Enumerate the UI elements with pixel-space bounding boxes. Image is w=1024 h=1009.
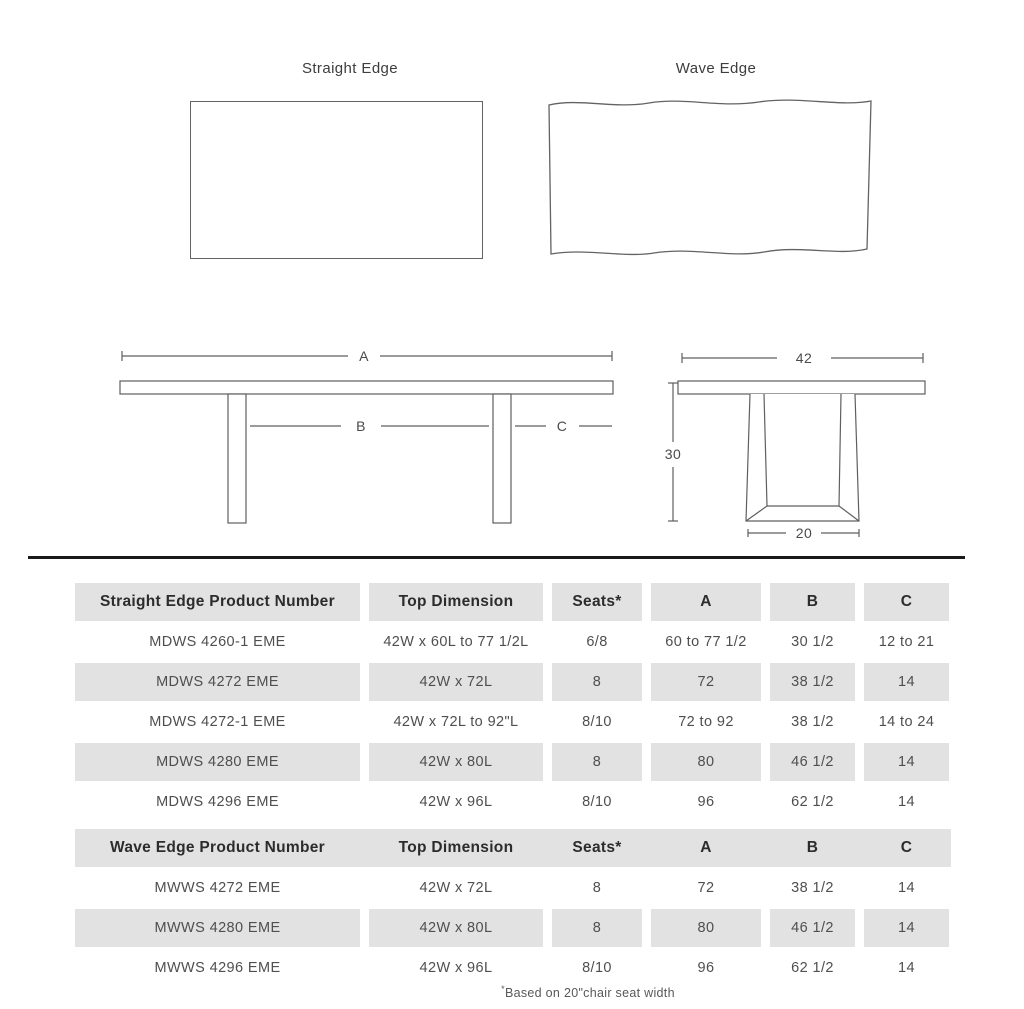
table-row (75, 783, 951, 821)
footnote (388, 984, 788, 1000)
table-cell: 8/10 (582, 794, 612, 810)
dim-label-20: 20 (795, 525, 813, 541)
header-cell: C (864, 583, 949, 621)
table-cell: MDWS 4272 EME (75, 663, 360, 701)
tabletop-side (120, 381, 613, 394)
table-row (75, 869, 951, 907)
table-cell: 14 (864, 743, 949, 781)
table-cell: 14 (898, 880, 915, 896)
straight-table-header-row (75, 583, 951, 621)
table-row (75, 623, 951, 661)
right-leg (493, 394, 511, 523)
header-cell: Top Dimension (398, 839, 514, 856)
table-cell: MWWS 4272 EME (154, 880, 281, 896)
header-cell: B (806, 839, 819, 856)
table-cell: 62 1/2 (791, 960, 834, 976)
table-cell: 42W x 72L to 92"L (393, 714, 519, 730)
dim-label-42: 42 (795, 350, 813, 366)
header-cell: Seats* (572, 839, 622, 856)
table-cell: 14 (864, 909, 949, 947)
table-cell: 30 1/2 (791, 634, 834, 650)
table-cell: 72 to 92 (678, 714, 734, 730)
wave-edge-table (75, 829, 951, 987)
wave-edge-diagram (544, 92, 876, 264)
dim-label-c: C (556, 418, 568, 434)
table-cell: 14 to 24 (878, 714, 935, 730)
table-row (75, 949, 951, 987)
table-cell: 62 1/2 (791, 794, 834, 810)
wave-edge-title: Wave Edge (675, 60, 757, 77)
left-leg (228, 394, 246, 523)
table-cell: 14 (898, 960, 915, 976)
table-cell: 96 (697, 794, 715, 810)
straight-edge-title: Straight Edge (301, 60, 399, 77)
table-cell: 72 (651, 663, 761, 701)
table-cell: 6/8 (586, 634, 608, 650)
table-cell: 42W x 60L to 77 1/2L (383, 634, 529, 650)
header-cell: C (900, 839, 913, 856)
table-cell: 42W x 80L (369, 909, 543, 947)
table-row (75, 663, 951, 701)
table-row (75, 703, 951, 741)
pedestal-outer (746, 394, 859, 521)
table-cell: 46 1/2 (770, 743, 855, 781)
table-cell: 14 (898, 794, 915, 810)
table-cell: MDWS 4260-1 EME (149, 634, 286, 650)
header-cell: Seats* (552, 583, 642, 621)
table-cell: 8 (552, 909, 642, 947)
table-cell: MWWS 4280 EME (75, 909, 360, 947)
table-cell: MDWS 4272-1 EME (149, 714, 286, 730)
footnote-marker: * (501, 984, 505, 994)
table-cell: 38 1/2 (791, 714, 834, 730)
header-cell: A (651, 583, 761, 621)
table-cell: 14 (864, 663, 949, 701)
table-cell: 72 (697, 880, 715, 896)
table-cell: 42W x 96L (419, 794, 493, 810)
table-cell: 42W x 96L (419, 960, 493, 976)
table-cell: 42W x 72L (369, 663, 543, 701)
header-cell: B (770, 583, 855, 621)
wave-table-header-row (75, 829, 951, 867)
table-row (75, 909, 951, 947)
dim-label-a: A (359, 348, 369, 364)
straight-edge-diagram (190, 101, 483, 259)
section-divider (28, 556, 965, 559)
table-cell: 46 1/2 (770, 909, 855, 947)
table-cell: 42W x 80L (369, 743, 543, 781)
table-cell: 8 (552, 663, 642, 701)
table-cell: 96 (697, 960, 715, 976)
spec-tables (75, 583, 951, 989)
table-cell: 8/10 (582, 714, 612, 730)
header-cell: Top Dimension (369, 583, 543, 621)
dimension-drawings (0, 330, 1024, 556)
header-cell: A (700, 839, 712, 856)
dim-label-30: 30 (664, 446, 682, 462)
table-cell: 38 1/2 (791, 880, 834, 896)
end-view-diagram (665, 350, 925, 541)
wave-edge-outline (549, 100, 871, 254)
tabletop-end (678, 381, 925, 394)
table-cell: MDWS 4280 EME (75, 743, 360, 781)
table-cell: 60 to 77 1/2 (665, 634, 747, 650)
footnote-text: Based on 20"chair seat width (504, 986, 675, 1001)
straight-edge-table (75, 583, 951, 821)
table-cell: 42W x 72L (419, 880, 493, 896)
table-cell: 38 1/2 (770, 663, 855, 701)
table-row (75, 743, 951, 781)
side-view-diagram (120, 348, 613, 523)
table-cell: 12 to 21 (878, 634, 935, 650)
table-cell: 80 (651, 909, 761, 947)
table-cell: 8 (552, 743, 642, 781)
table-cell: MWWS 4296 EME (154, 960, 281, 976)
dim-label-b: B (356, 418, 366, 434)
table-cell: MDWS 4296 EME (156, 794, 279, 810)
table-cell: 8 (592, 880, 602, 896)
table-cell: 8/10 (582, 960, 612, 976)
header-cell: Straight Edge Product Number (75, 583, 360, 621)
table-cell: 80 (651, 743, 761, 781)
header-cell: Wave Edge Product Number (109, 839, 326, 856)
